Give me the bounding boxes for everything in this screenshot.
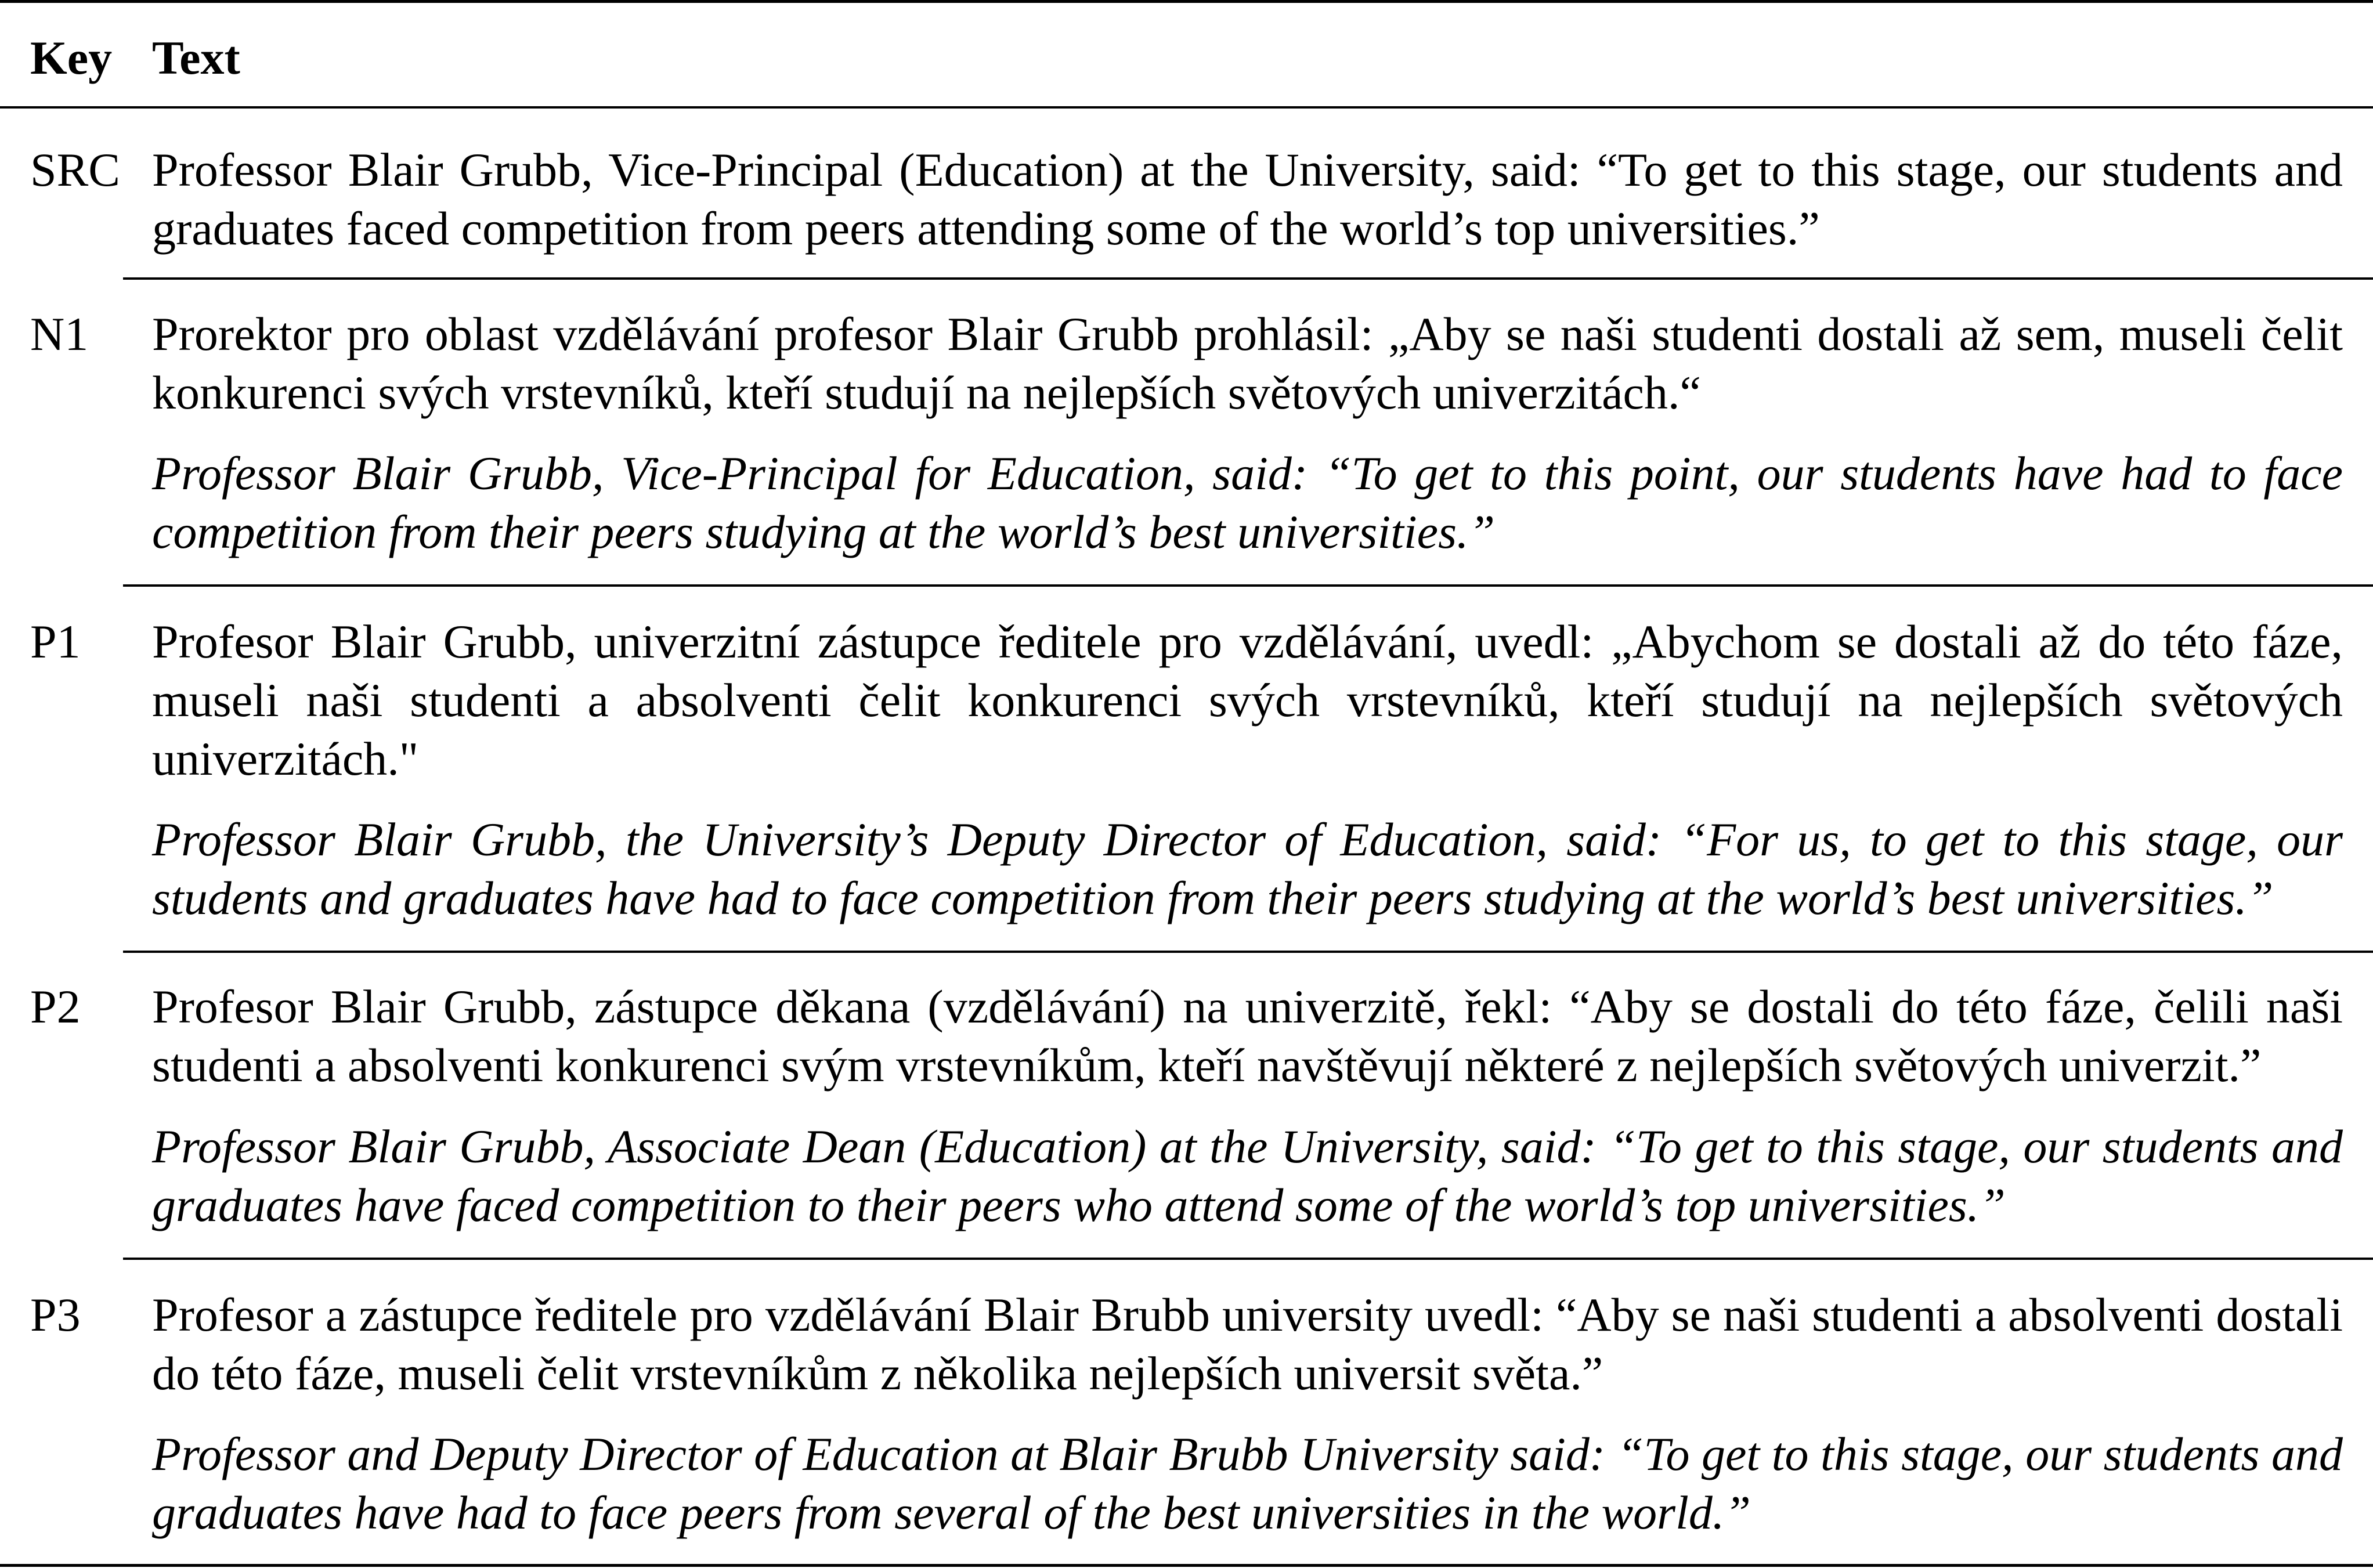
- row-key-n1: N1: [30, 308, 89, 360]
- table-top-rule: [0, 0, 2373, 3]
- header-key: Key: [30, 31, 113, 84]
- row-text-p3: Profesor a zástupce ředitele pro vzdělávání Blair Brubb university uvedl: “Aby se naši studenti a absolventi dostali do této fáze, museli čelit vrstevníkům z několika nejlepších universit světa.”: [152, 1288, 2343, 1400]
- row-text-p2: Profesor Blair Grubb, zástupce děkana (vzdělávání) na univerzitě, řekl: “Aby se dostali do této fáze, čelili naši studenti a absolventi konkurenci svým vrstevníkům, kteří navštěvují některé z nejlepších světových univerzit.”: [152, 980, 2343, 1092]
- table-header-rule: [0, 106, 2373, 109]
- row-divider: [123, 951, 2373, 953]
- row-gloss-p3: Professor and Deputy Director of Education at Blair Brubb University said: “To get to this stage, our students and graduates have had to face peers from several of the best universities in the world.”: [152, 1428, 2343, 1539]
- row-divider: [123, 584, 2373, 587]
- row-key-p2: P2: [30, 980, 81, 1033]
- row-divider: [123, 1258, 2373, 1260]
- row-gloss-n1: Professor Blair Grubb, Vice-Principal for Education, said: “To get to this point, our students have had to face competition from their peers studying at the world’s best universities.”: [152, 447, 2343, 558]
- row-key-src: SRC: [30, 143, 120, 196]
- header-text: Text: [152, 31, 240, 84]
- row-key-p3: P3: [30, 1288, 81, 1341]
- row-gloss-p1: Professor Blair Grubb, the University’s Deputy Director of Education, said: “For us, to get to this stage, our students and graduates have had to face competition from their peers studying at the world’s best universities.”: [152, 813, 2343, 924]
- row-text-src: Professor Blair Grubb, Vice-Principal (Education) at the University, said: “To get to this stage, our students and graduates faced competition from peers attending some of the world’s top universities.”: [152, 143, 2343, 255]
- row-divider: [123, 277, 2373, 280]
- row-text-n1: Prorektor pro oblast vzdělávání profesor Blair Grubb prohlásil: „Aby se naši studenti dostali až sem, museli čelit konkurenci svých vrstevníků, kteří studují na nejlepších světových univerzitách.“: [152, 308, 2343, 419]
- table-bottom-rule: [0, 1564, 2373, 1567]
- row-key-p1: P1: [30, 615, 81, 668]
- row-text-p1: Profesor Blair Grubb, univerzitní zástupce ředitele pro vzdělávání, uvedl: „Abychom se dostali až do této fáze, museli naši studenti a absolventi čelit konkurenci svých vrstevníků, kteří studují na nejlepších světových univerzitách.": [152, 615, 2343, 785]
- row-gloss-p2: Professor Blair Grubb, Associate Dean (Education) at the University, said: “To get to this stage, our students and graduates have faced competition to their peers who attend some of the world’s top universities.”: [152, 1120, 2343, 1231]
